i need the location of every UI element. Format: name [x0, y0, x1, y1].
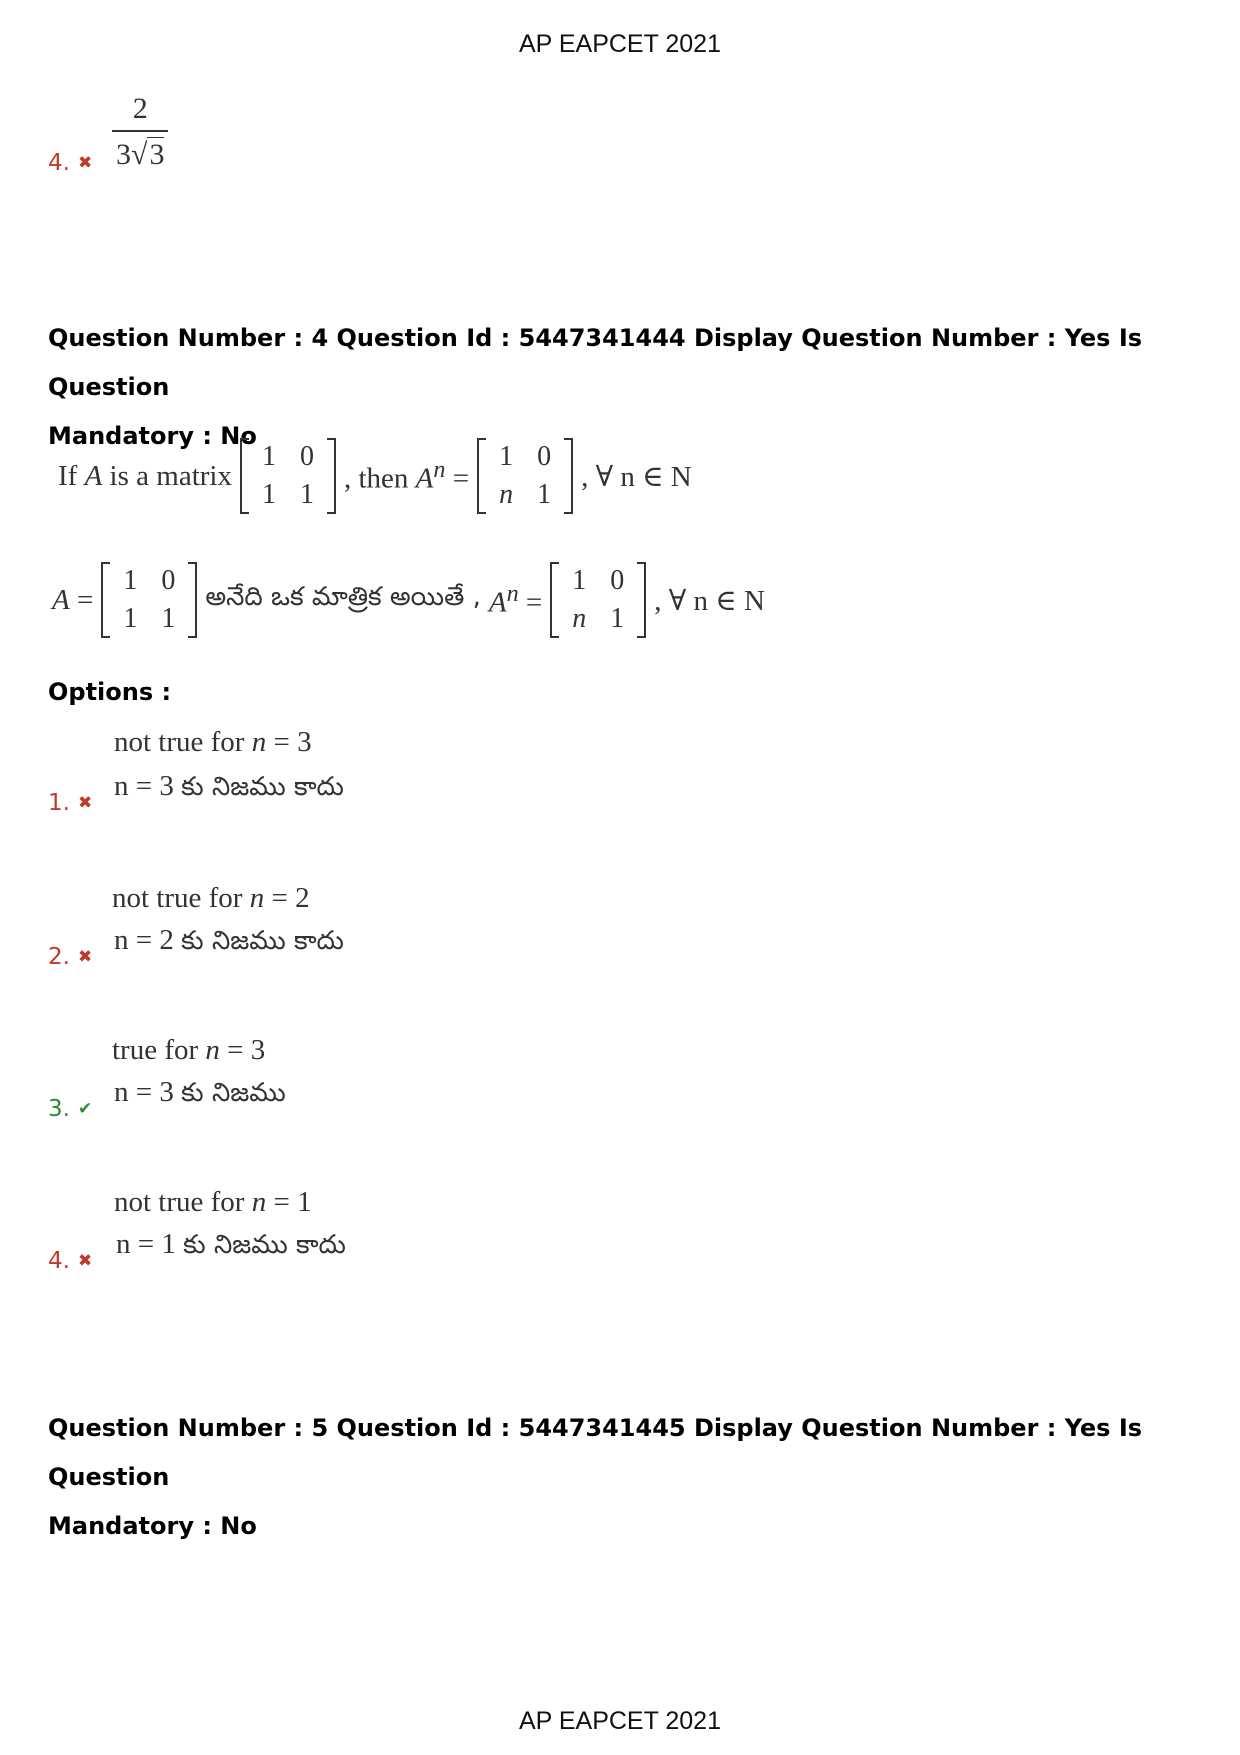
option-3-telugu: n = 3 కు నిజము: [114, 1076, 286, 1108]
matrix-a-power-n: 1 0 n 1: [477, 438, 573, 514]
question-4-meta: Question Number : 4 Question Id : 5447341444 Display Question Number : Yes Is Question Mandatory : No: [48, 324, 1143, 450]
option-1-telugu: n = 3 కు నిజము కాదు: [114, 770, 344, 802]
option-4-telugu: n = 1 కు నిజము కాదు: [116, 1228, 346, 1260]
option-4-english: not true for n = 1: [114, 1186, 312, 1218]
option-2-telugu: n = 2 కు నిజము కాదు: [114, 924, 344, 956]
matrix-a: 1 0 1 1: [240, 438, 336, 514]
option-1-number[interactable]: 1. ✖: [48, 790, 93, 816]
cross-icon: ✖: [77, 947, 93, 967]
option-4-number[interactable]: 4. ✖: [48, 1248, 93, 1274]
check-icon: ✔: [77, 1099, 93, 1119]
options-label: Options :: [48, 678, 172, 706]
cross-icon: ✖: [77, 1251, 93, 1271]
page-header: AP EAPCET 2021: [519, 30, 721, 58]
question-4-telugu: A = 1 0 1 1 అనేది ఒక మాత్రిక అయితే , $A^n$ = 1 0 n 1 , ∀ n ∈ N: [52, 562, 765, 638]
option-2-english: not true for n = 2: [112, 882, 310, 914]
option-3-english: true for n = 3: [112, 1034, 266, 1066]
cross-icon: ✖: [77, 153, 93, 173]
prev-option-number: 4. ✖: [48, 150, 93, 176]
question-5-meta: Question Number : 5 Question Id : 5447341445 Display Question Number : Yes Is Question Mandatory : No: [48, 1414, 1143, 1540]
option-2-number[interactable]: 2. ✖: [48, 944, 93, 970]
question-4-english: If A is a matrix 1 0 1 1 , then $A^n$ = 1 0 n 1 , ∀ n ∈ N: [58, 438, 692, 514]
page-footer: AP EAPCET 2021: [519, 1707, 721, 1735]
matrix-a-telugu: 1 0 1 1: [101, 562, 197, 638]
cross-icon: ✖: [77, 793, 93, 813]
option-3-number[interactable]: 3. ✔: [48, 1096, 93, 1122]
option-1-english: not true for n = 3: [114, 726, 312, 758]
prev-option-fraction: $\frac{2}{3√3}$: [112, 92, 168, 172]
matrix-a-power-n-telugu: 1 0 n 1: [550, 562, 646, 638]
